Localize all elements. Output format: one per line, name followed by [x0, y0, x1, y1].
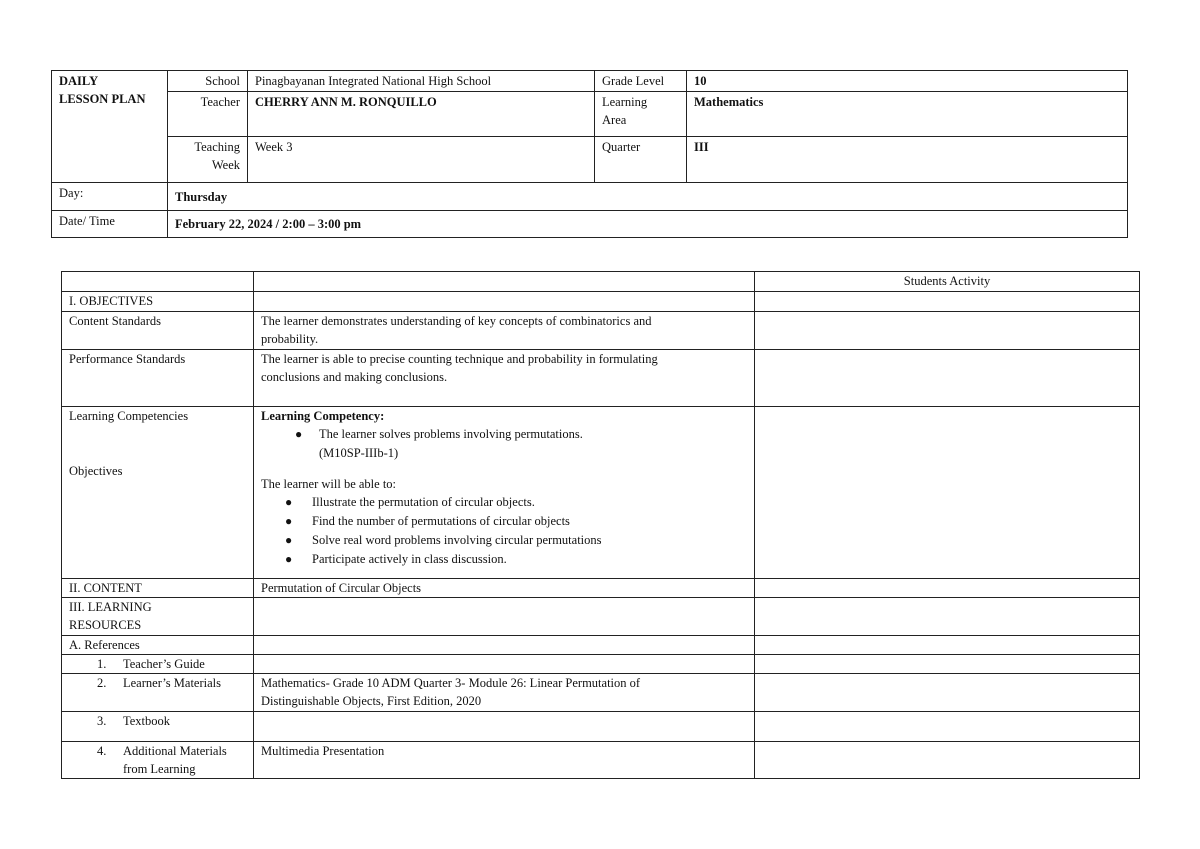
ref-number: 1. [97, 657, 107, 671]
performance-standards-text [254, 350, 755, 407]
learners-materials-line-2: Distinguishable Objects, First Edition, 2020 [261, 694, 482, 708]
lesson-plan-header-table [51, 70, 1128, 238]
teaching-week-label [168, 137, 248, 183]
bullet-icon: ● [285, 495, 293, 509]
objective-item-text: Participate actively in class discussion. [312, 552, 507, 566]
teachers-guide-activity [755, 655, 1140, 674]
objectives-section-content [254, 292, 755, 312]
objective-list [261, 493, 747, 569]
references-activity [755, 636, 1140, 655]
objective-item-text: Illustrate the permutation of circular objects. [312, 495, 535, 509]
bullet-icon: ● [295, 427, 303, 441]
competency-list [261, 425, 747, 463]
learning-competencies-label: Learning Competencies [69, 409, 189, 423]
learners-materials-label [62, 674, 254, 712]
bullet-icon: ● [285, 514, 293, 528]
teaching-week-value: Week 3 [248, 137, 595, 183]
learning-area-label-line-1: Learning [602, 95, 648, 109]
teacher-label: Teacher [168, 92, 248, 137]
performance-standards-label: Performance Standards [62, 350, 254, 407]
learning-area-label-line-2: Area [602, 113, 627, 127]
teacher-value: CHERRY ANN M. RONQUILLO [248, 92, 595, 137]
teachers-guide-value [254, 655, 755, 674]
content-section-activity [755, 579, 1140, 598]
header-blank-cell-2 [254, 272, 755, 292]
learning-competencies-content [254, 407, 755, 579]
ref-label-line-2: from Learning [123, 762, 196, 776]
quarter-value: III [687, 137, 1128, 183]
textbook-label [62, 712, 254, 742]
objectives-sub-label: Objectives [69, 464, 123, 478]
learning-resources-content [254, 598, 755, 636]
additional-materials-label [62, 742, 254, 779]
learning-area-label [595, 92, 687, 137]
objectives-section-activity [755, 292, 1140, 312]
objectives-section-label: I. OBJECTIVES [62, 292, 254, 312]
school-label: School [168, 71, 248, 92]
content-standards-activity [755, 312, 1140, 350]
references-label: A. References [62, 636, 254, 655]
content-standards-line-2: probability. [261, 332, 319, 346]
teaching-week-label-line-1: Teaching [194, 140, 240, 154]
learning-resources-label-line-1: III. LEARNING [69, 600, 152, 614]
header-blank-cell-1 [62, 272, 254, 292]
textbook-value [254, 712, 755, 742]
learners-materials-activity [755, 674, 1140, 712]
learning-area-value: Mathematics [687, 92, 1128, 137]
objective-item-text: Solve real word problems involving circular permutations [312, 533, 602, 547]
performance-standards-activity [755, 350, 1140, 407]
content-standards-text [254, 312, 755, 350]
learners-materials-line-1: Mathematics- Grade 10 ADM Quarter 3- Module 26: Linear Permutation of [261, 676, 641, 690]
ref-label: Textbook [123, 714, 171, 728]
school-value: Pinagbayanan Integrated National High School [248, 71, 595, 92]
objective-item [261, 512, 747, 531]
additional-materials-value: Multimedia Presentation [254, 742, 755, 779]
objective-item [261, 493, 747, 512]
learning-competencies-cell [62, 407, 254, 579]
teachers-guide-label [62, 655, 254, 674]
textbook-activity [755, 712, 1140, 742]
date-time-value: February 22, 2024 / 2:00 – 3:00 pm [168, 211, 1128, 238]
date-time-label: Date/ Time [52, 211, 168, 238]
learning-resources-label-line-2: RESOURCES [69, 618, 142, 632]
learning-competencies-activity [755, 407, 1140, 579]
ref-number: 2. [97, 676, 107, 690]
performance-standards-line-2: conclusions and making conclusions. [261, 370, 448, 384]
objective-item [261, 550, 747, 569]
competency-heading: Learning Competency: [261, 409, 385, 423]
competency-item [261, 425, 747, 463]
teaching-week-label-line-2: Week [211, 158, 240, 172]
ref-number: 3. [97, 714, 107, 728]
learning-resources-activity [755, 598, 1140, 636]
title-line-2: LESSON PLAN [59, 92, 146, 106]
objective-item-text: Find the number of permutations of circular objects [312, 514, 570, 528]
lesson-plan-main-table [61, 271, 1140, 779]
title-line-1: DAILY [59, 74, 99, 88]
learning-resources-label [62, 598, 254, 636]
bullet-icon: ● [285, 552, 293, 566]
content-section-value: Permutation of Circular Objects [254, 579, 755, 598]
quarter-label: Quarter [595, 137, 687, 183]
learners-materials-value [254, 674, 755, 712]
objective-item [261, 531, 747, 550]
references-content [254, 636, 755, 655]
ref-label: Additional Materials [123, 744, 227, 758]
day-value: Thursday [168, 183, 1128, 211]
content-section-label: II. CONTENT [62, 579, 254, 598]
competency-item-line-2: (M10SP-IIIb-1) [319, 446, 399, 460]
additional-materials-activity [755, 742, 1140, 779]
grade-level-label: Grade Level [595, 71, 687, 92]
ref-label: Learner’s Materials [123, 676, 221, 690]
students-activity-header: Students Activity [755, 272, 1140, 292]
performance-standards-line-1: The learner is able to precise counting technique and probability in formulating [261, 352, 658, 366]
ref-label: Teacher’s Guide [123, 657, 205, 671]
bullet-icon: ● [285, 533, 293, 547]
content-standards-label: Content Standards [62, 312, 254, 350]
grade-level-value: 10 [687, 71, 1128, 92]
content-standards-line-1: The learner demonstrates understanding of key concepts of combinatorics and [261, 314, 652, 328]
day-label: Day: [52, 183, 168, 211]
daily-lesson-plan-title [52, 71, 168, 183]
competency-item-line-1: The learner solves problems involving permutations. [319, 427, 583, 441]
objectives-intro: The learner will be able to: [261, 477, 397, 491]
ref-number: 4. [97, 744, 107, 758]
